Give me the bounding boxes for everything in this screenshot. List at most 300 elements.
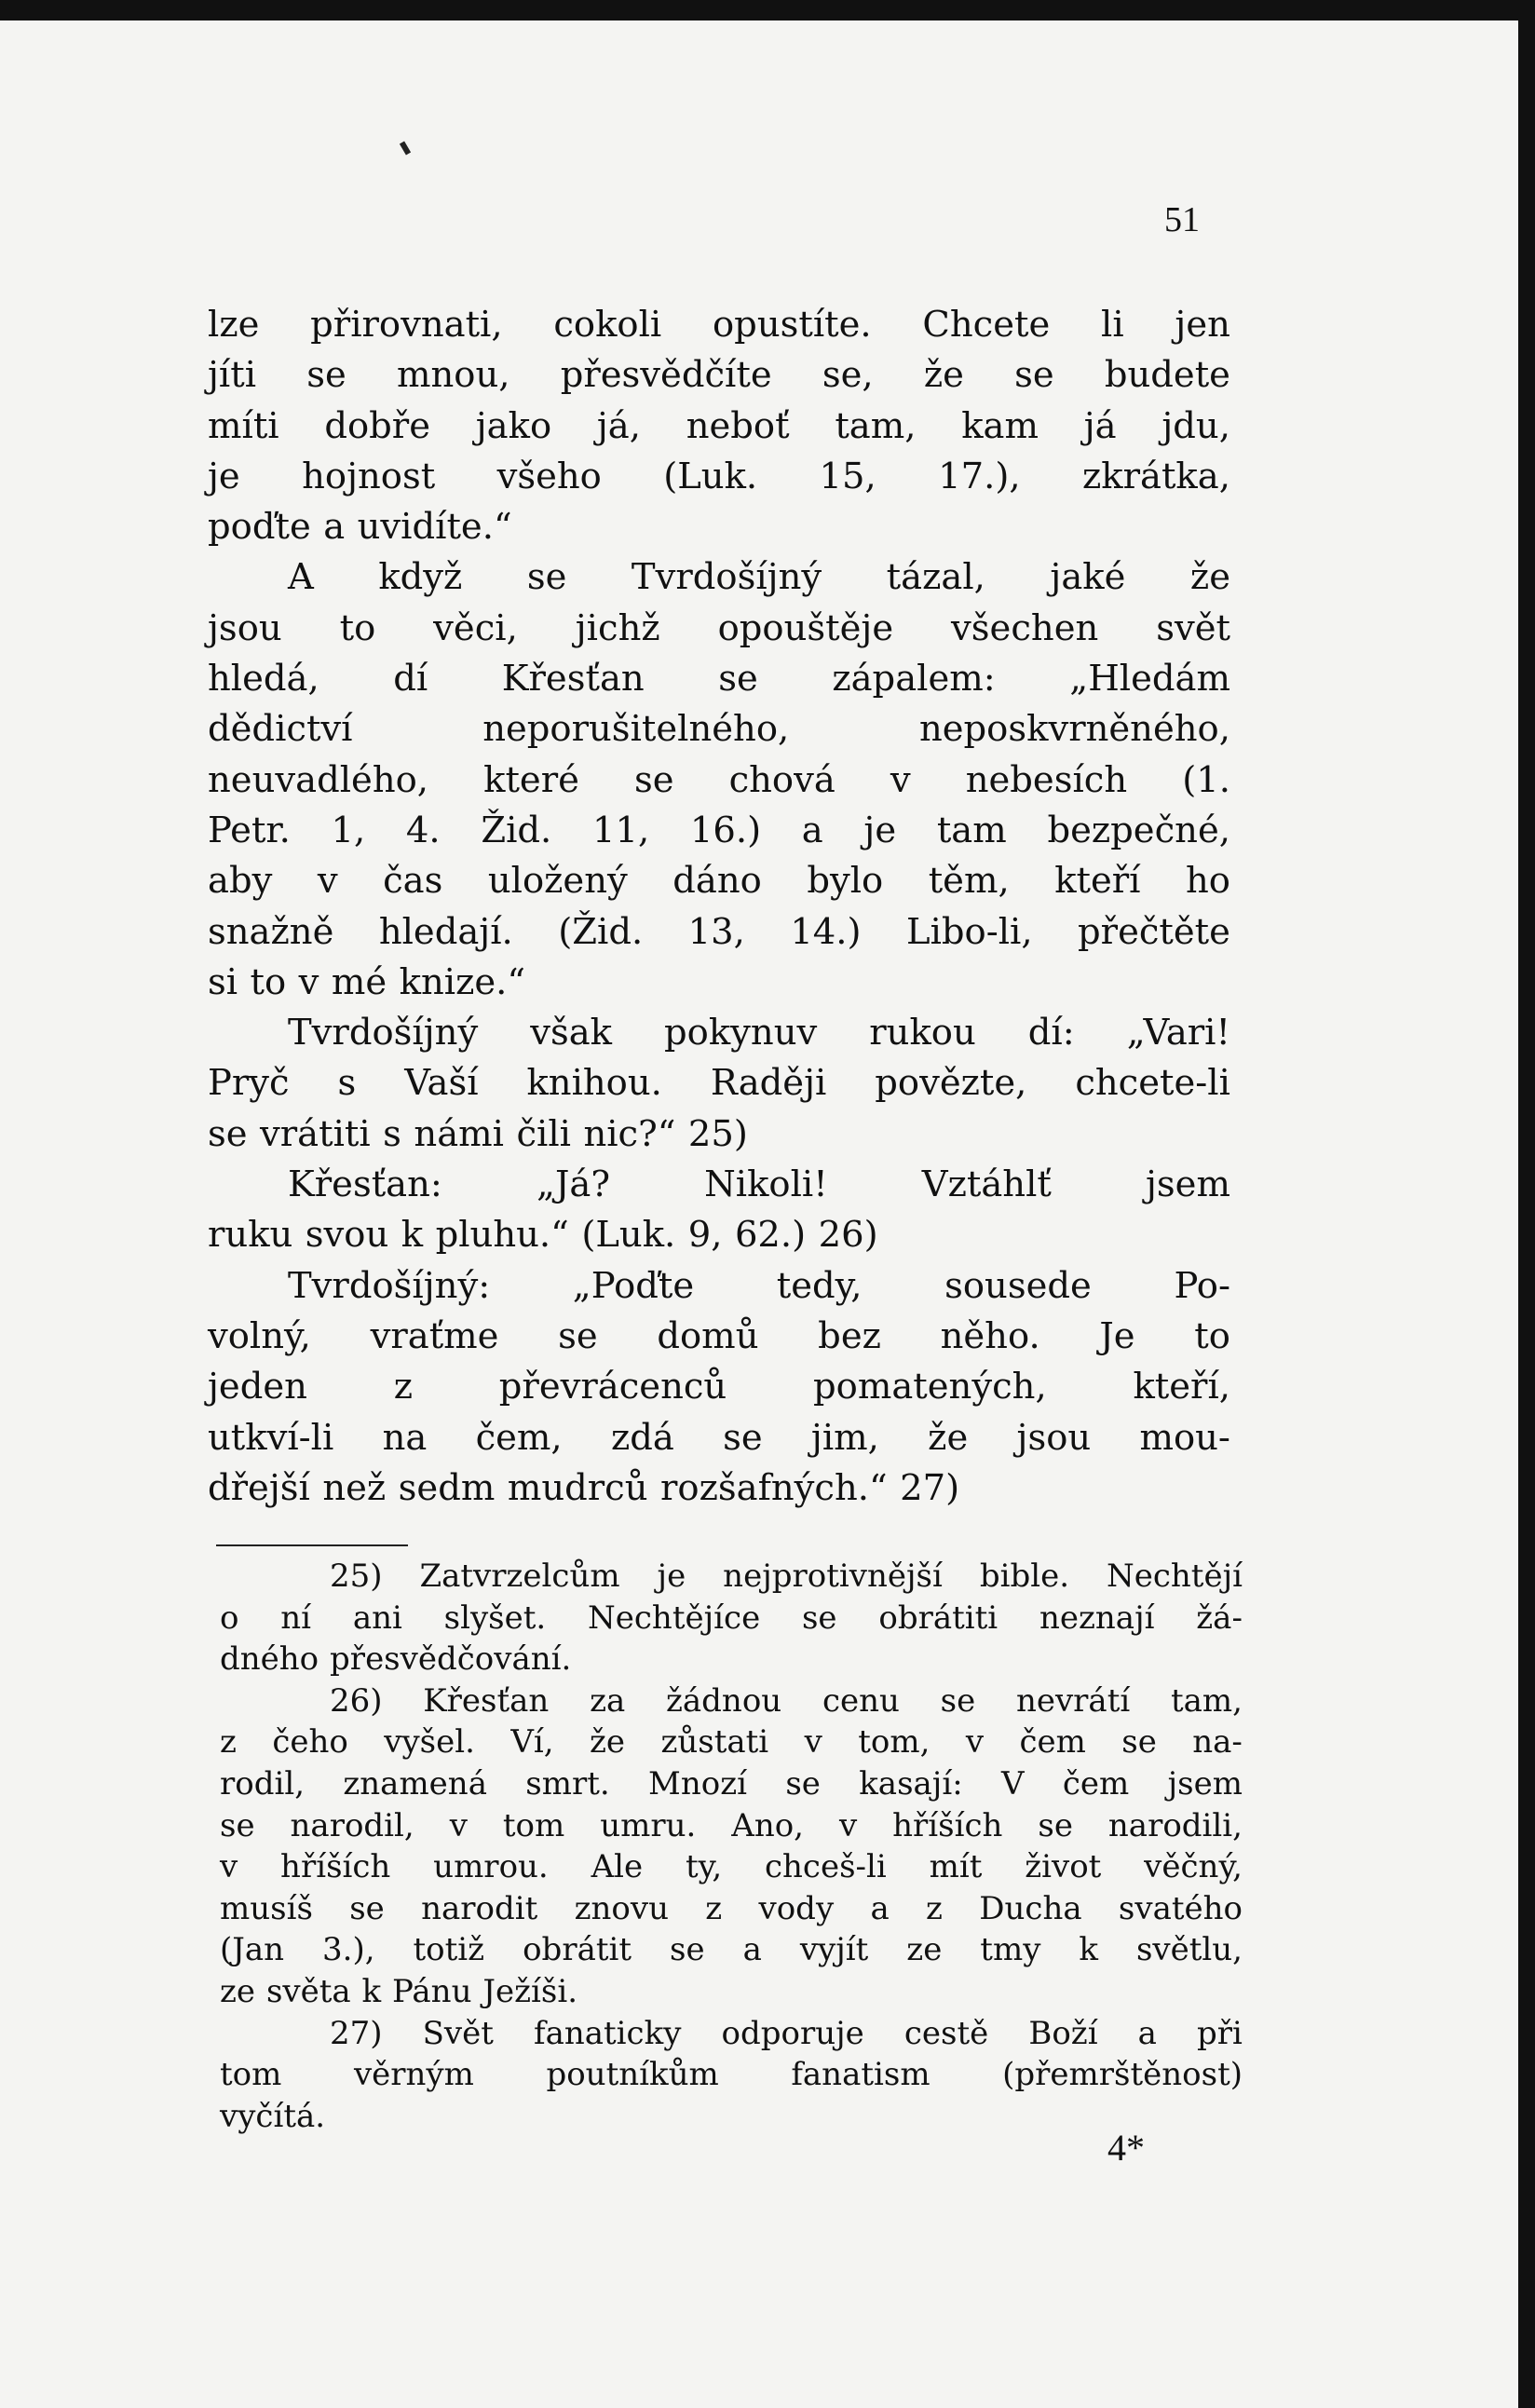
word: Křesťan	[423, 1681, 550, 1720]
word: se	[220, 1806, 255, 1844]
signature-mark: 4*	[1107, 2127, 1145, 2169]
word: zápalem:	[832, 658, 996, 701]
text-line	[208, 350, 1230, 401]
word: rukou	[869, 1012, 976, 1054]
word: poutníkům	[546, 2056, 719, 2094]
word: čeho	[272, 1723, 348, 1762]
word: knihou.	[526, 1062, 662, 1105]
word: sousede	[944, 1264, 1092, 1307]
word: musíš	[220, 1889, 313, 1927]
word: o	[220, 1599, 239, 1637]
word: Svět	[422, 2014, 494, 2052]
word: kteří	[1054, 860, 1141, 903]
word: fanatism	[791, 2056, 931, 2094]
word: čili	[516, 1112, 571, 1155]
text-line	[208, 907, 1230, 958]
word: dědictví	[208, 708, 353, 751]
text-line	[208, 401, 1230, 452]
word: jdu,	[1161, 404, 1230, 447]
word: se	[718, 658, 758, 701]
word: pomatených,	[813, 1366, 1047, 1408]
word: jaké	[1050, 556, 1126, 599]
word: k	[1079, 1931, 1098, 1969]
word: tmy	[980, 1931, 1041, 1969]
word: s	[337, 1062, 357, 1105]
word: Ví,	[510, 1723, 554, 1762]
text-line	[208, 502, 1230, 552]
footnote-divider	[216, 1544, 408, 1546]
word: Ducha	[979, 1889, 1082, 1927]
text-line	[208, 1008, 1230, 1058]
word: 4.	[405, 809, 441, 851]
word: ho	[1185, 860, 1230, 903]
word: s	[383, 1112, 401, 1155]
word: neznají	[1039, 1599, 1155, 1637]
text-line	[208, 958, 1230, 1008]
word: Žid.	[481, 809, 552, 851]
word: se	[208, 1112, 248, 1155]
word: čem	[1062, 1764, 1130, 1803]
word: chová	[728, 758, 835, 801]
word: v	[317, 860, 338, 903]
word: tam,	[835, 404, 917, 447]
word: to	[339, 606, 376, 649]
word: tom	[502, 1806, 565, 1844]
word: narodili,	[1107, 1806, 1243, 1844]
word: míti	[208, 404, 279, 447]
word: chcete-li	[1075, 1062, 1230, 1105]
word: bylo	[807, 860, 884, 903]
word: V	[1000, 1764, 1025, 1803]
word: čas	[383, 860, 443, 903]
word: tom	[220, 2056, 282, 2094]
text-line	[208, 552, 1230, 603]
word: hledá,	[208, 658, 319, 701]
word: k	[361, 1972, 382, 2010]
word: se	[633, 758, 674, 801]
word: poďte	[208, 506, 311, 549]
word: budete	[1104, 354, 1230, 397]
word: 26)	[330, 1681, 383, 1720]
word: 26)	[818, 1214, 878, 1257]
word: cokoli	[553, 304, 662, 346]
word: to	[1194, 1314, 1230, 1357]
word: tom,	[858, 1723, 931, 1762]
word: mudrců	[507, 1466, 648, 1509]
word: jichž	[575, 606, 660, 649]
word: v	[890, 758, 911, 801]
word: povězte,	[875, 1062, 1027, 1105]
main-text	[208, 300, 1230, 1514]
footnote-line	[220, 1971, 1243, 2013]
word: smrt.	[525, 1764, 610, 1803]
word: věčný,	[1144, 1848, 1243, 1886]
word: „Já?	[537, 1163, 610, 1206]
word: bez	[818, 1314, 881, 1357]
word: svět	[1156, 606, 1230, 649]
word: Petr.	[208, 809, 291, 851]
text-line	[208, 1261, 1230, 1312]
word: (přemrštěnost)	[1002, 2056, 1243, 2094]
word: 9,	[687, 1214, 723, 1257]
word: dí:	[1027, 1012, 1075, 1054]
word: Tvrdošíjný	[288, 1012, 479, 1054]
word: že	[928, 1416, 969, 1459]
word: totiž	[413, 1931, 485, 1969]
word: Nechtějíce	[588, 1599, 761, 1637]
text-line	[208, 856, 1230, 906]
text-line	[208, 704, 1230, 755]
word: jim,	[810, 1416, 879, 1459]
word: světa	[265, 1972, 351, 2010]
word: neposkvrněného,	[918, 708, 1230, 751]
word: (Luk.	[663, 455, 758, 497]
word: 62.)	[734, 1214, 807, 1257]
footnote-line	[220, 2054, 1243, 2096]
word: vyšel.	[384, 1723, 475, 1762]
word: jeden	[208, 1366, 307, 1408]
word: vyjít	[799, 1931, 869, 1969]
word: vrátiti	[260, 1112, 371, 1155]
text-line	[208, 806, 1230, 856]
word: které	[483, 758, 579, 801]
text-line	[208, 1058, 1230, 1109]
word: všechen	[951, 606, 1099, 649]
word: dřejší	[208, 1466, 310, 1509]
word: když	[378, 556, 463, 599]
word: Boží	[1028, 2014, 1098, 2052]
word: mé	[331, 960, 387, 1003]
word: cenu	[822, 1681, 900, 1720]
word: Ale	[591, 1848, 644, 1886]
word: se	[801, 1599, 837, 1637]
word: v	[220, 1848, 238, 1886]
word: jíti	[208, 354, 257, 397]
word: (1.	[1182, 758, 1230, 801]
word: cestě	[903, 2014, 989, 2052]
word: narodil,	[290, 1806, 414, 1844]
word: chceš-li	[764, 1848, 887, 1886]
word: mnou,	[397, 354, 510, 397]
word: převrácenců	[498, 1366, 727, 1408]
word: neporušitelného,	[482, 708, 790, 751]
word: ty,	[685, 1848, 723, 1886]
word: na	[382, 1416, 428, 1459]
word: jako	[475, 404, 552, 447]
word: Vztáhlť	[921, 1163, 1052, 1206]
word: „Poďte	[572, 1264, 695, 1307]
footnote-line	[220, 1929, 1243, 1971]
word: kteří,	[1133, 1366, 1230, 1408]
word: „Vari!	[1126, 1012, 1230, 1054]
word: čem,	[475, 1416, 563, 1459]
word: na-	[1192, 1723, 1243, 1762]
word: kam	[961, 404, 1039, 447]
word: slyšet.	[443, 1599, 547, 1637]
word: v	[838, 1806, 858, 1844]
word: Mnozí	[648, 1764, 747, 1803]
word: mít	[929, 1848, 983, 1886]
word: že	[923, 354, 964, 397]
word: námi	[414, 1112, 504, 1155]
word: hříších	[280, 1848, 391, 1886]
word: že	[1189, 556, 1230, 599]
word: se	[785, 1764, 821, 1803]
word: tázal,	[886, 556, 985, 599]
word: vody	[758, 1889, 835, 1927]
word: (Žid.	[558, 910, 644, 953]
word: a	[870, 1889, 890, 1927]
word: (Jan	[220, 1931, 285, 1969]
word: při	[1197, 2014, 1243, 2052]
word: odporuje	[721, 2014, 864, 2052]
word: a	[1137, 2014, 1157, 2052]
word: z	[705, 1889, 723, 1927]
word: nic?“	[583, 1112, 676, 1155]
word: Ježíši.	[482, 1972, 578, 2010]
footnote-line	[220, 1598, 1243, 1639]
footnote-line	[220, 2096, 1243, 2138]
word: život	[1025, 1848, 1102, 1886]
word: dí	[393, 658, 428, 701]
word: narodit	[421, 1889, 538, 1927]
page-number: 51	[1164, 200, 1200, 239]
word: Tvrdošíjný	[631, 556, 822, 599]
word: čem	[1019, 1723, 1086, 1762]
word: že	[590, 1723, 626, 1762]
word: rozšafných.“	[660, 1466, 888, 1509]
word: nebesích	[965, 758, 1128, 801]
word: věrným	[353, 2056, 474, 2094]
word: svou	[305, 1214, 389, 1257]
word: tam,	[1170, 1681, 1243, 1720]
word: to	[250, 960, 287, 1003]
footnote-line	[220, 2013, 1243, 2055]
word: umrou.	[433, 1848, 549, 1886]
footnote-line	[220, 1680, 1243, 1722]
text-line	[208, 604, 1230, 654]
word: „Hledám	[1069, 658, 1230, 701]
word: se,	[822, 354, 874, 397]
word: 17.),	[938, 455, 1021, 497]
text-line	[208, 1160, 1230, 1210]
word: volný,	[208, 1314, 311, 1357]
word: zdá	[610, 1416, 674, 1459]
word: kasají:	[859, 1764, 963, 1803]
word: opustíte.	[713, 304, 872, 346]
word: Křesťan:	[288, 1163, 442, 1206]
word: a	[801, 809, 823, 851]
word: je	[863, 809, 897, 851]
word: umru.	[600, 1806, 697, 1844]
text-line	[208, 1362, 1230, 1412]
word: se	[940, 1681, 976, 1720]
word: se	[723, 1416, 763, 1459]
word: Nechtějí	[1106, 1558, 1243, 1595]
word: 16.)	[689, 809, 762, 851]
word: se	[558, 1314, 598, 1357]
word: rodil,	[220, 1764, 306, 1803]
word: já,	[596, 404, 641, 447]
text-line	[208, 1312, 1230, 1362]
word: lze	[208, 304, 260, 346]
word: se	[1121, 1723, 1157, 1762]
word: uložený	[487, 860, 628, 903]
word: žádnou	[665, 1681, 782, 1720]
word: Ano,	[731, 1806, 804, 1844]
word: 27)	[900, 1466, 960, 1509]
word: 13,	[687, 910, 745, 953]
word: jsou	[208, 606, 282, 649]
word: Pryč	[208, 1062, 290, 1105]
word: nejprotivnější	[723, 1558, 943, 1595]
word: Libo-li,	[906, 910, 1033, 953]
word: hledají.	[378, 910, 513, 953]
word: znamená	[343, 1764, 487, 1803]
word: z	[220, 1723, 237, 1762]
word: Křesťan	[501, 658, 645, 701]
word: vyčítá.	[220, 2097, 326, 2135]
word: neuvadlého,	[208, 758, 429, 801]
word: já	[1083, 404, 1117, 447]
word: hojnost	[302, 455, 436, 497]
text-line	[208, 1463, 1230, 1514]
word: uvidíte.“	[357, 506, 512, 549]
word: všeho	[496, 455, 602, 497]
word: ní	[280, 1599, 312, 1637]
word: z	[926, 1889, 943, 1927]
word: pokynuv	[664, 1012, 818, 1054]
word: 27)	[330, 2014, 383, 2052]
word: sedm	[398, 1466, 496, 1509]
word: fanaticky	[533, 2014, 682, 2052]
word: se	[1014, 354, 1054, 397]
footnote-line	[220, 1805, 1243, 1847]
word: se	[670, 1931, 705, 1969]
text-line	[208, 1109, 1230, 1160]
word: za	[590, 1681, 626, 1720]
word: utkví-li	[208, 1416, 334, 1459]
word: ruku	[208, 1214, 293, 1257]
word: zůstati	[660, 1723, 769, 1762]
word: žá-	[1196, 1599, 1243, 1637]
word: aby	[208, 860, 273, 903]
word: přesvědčování.	[330, 1640, 572, 1679]
word: tam	[936, 809, 1007, 851]
word: a	[323, 506, 346, 549]
word: si	[208, 960, 238, 1003]
word: bezpečné,	[1047, 809, 1230, 851]
footnote-line	[220, 1846, 1243, 1888]
word: a	[742, 1931, 762, 1969]
word: Raději	[710, 1062, 827, 1105]
word: bible.	[979, 1558, 1070, 1595]
text-line	[208, 1210, 1230, 1260]
word: Po-	[1174, 1264, 1230, 1307]
word: je	[208, 455, 240, 497]
text-line	[208, 755, 1230, 806]
footnote-line	[220, 1556, 1243, 1598]
word: Je	[1099, 1314, 1135, 1357]
word: obrátit	[523, 1931, 632, 1969]
word: se	[526, 556, 567, 599]
footnote-line	[220, 1888, 1243, 1930]
word: A	[288, 556, 314, 599]
word: Zatvrzelcům	[419, 1558, 620, 1595]
word: tedy,	[776, 1264, 863, 1307]
footnote-line	[220, 1639, 1243, 1680]
word: přirovnati,	[310, 304, 503, 346]
word: 11,	[591, 809, 650, 851]
text-line	[208, 452, 1230, 502]
word: ani	[352, 1599, 402, 1637]
word: Tvrdošíjný:	[288, 1264, 491, 1307]
printer-mark	[400, 141, 411, 155]
word: ze	[220, 1972, 256, 2010]
footnote-line	[220, 1721, 1243, 1763]
word: pluhu.“	[435, 1214, 569, 1257]
word: mou-	[1139, 1416, 1230, 1459]
word: světlu,	[1135, 1931, 1243, 1969]
word: přesvědčíte	[560, 354, 772, 397]
word: svatého	[1118, 1889, 1243, 1927]
word: z	[393, 1366, 414, 1408]
word: domů	[657, 1314, 759, 1357]
word: knize.“	[399, 960, 526, 1003]
word: jsou	[1016, 1416, 1092, 1459]
footnotes	[220, 1556, 1243, 2137]
word: dobře	[324, 404, 430, 447]
word: jen	[1175, 304, 1230, 346]
word: (Luk.	[581, 1214, 676, 1257]
word: vraťme	[370, 1314, 499, 1357]
word: něho.	[940, 1314, 1040, 1357]
word: se	[1038, 1806, 1073, 1844]
word: věci,	[433, 606, 518, 649]
word: nevrátí	[1015, 1681, 1131, 1720]
word: jsem	[1145, 1163, 1230, 1206]
word: se	[306, 354, 346, 397]
text-line	[208, 300, 1230, 350]
footnote-line	[220, 1763, 1243, 1805]
word: těm,	[928, 860, 1010, 903]
word: Pánu	[392, 1972, 472, 2010]
word: 14.)	[790, 910, 862, 953]
word: se	[349, 1889, 385, 1927]
word: obrátiti	[878, 1599, 998, 1637]
word: v	[298, 960, 319, 1003]
word: jsem	[1167, 1764, 1243, 1803]
word: snažně	[208, 910, 334, 953]
text-line	[208, 1413, 1230, 1463]
word: v	[965, 1723, 985, 1762]
word: li	[1101, 304, 1124, 346]
word: je	[657, 1558, 686, 1595]
word: k	[401, 1214, 424, 1257]
word: znovu	[574, 1889, 669, 1927]
word: 15,	[819, 455, 876, 497]
word: dného	[220, 1640, 319, 1679]
word: Vaší	[404, 1062, 479, 1105]
word: 3.),	[322, 1931, 375, 1969]
word: hříších	[892, 1806, 1003, 1844]
word: 25)	[687, 1112, 748, 1155]
word: opouštěje	[717, 606, 894, 649]
word: v	[449, 1806, 468, 1844]
word: než	[322, 1466, 387, 1509]
word: ze	[906, 1931, 943, 1969]
word: zkrátka,	[1081, 455, 1230, 497]
